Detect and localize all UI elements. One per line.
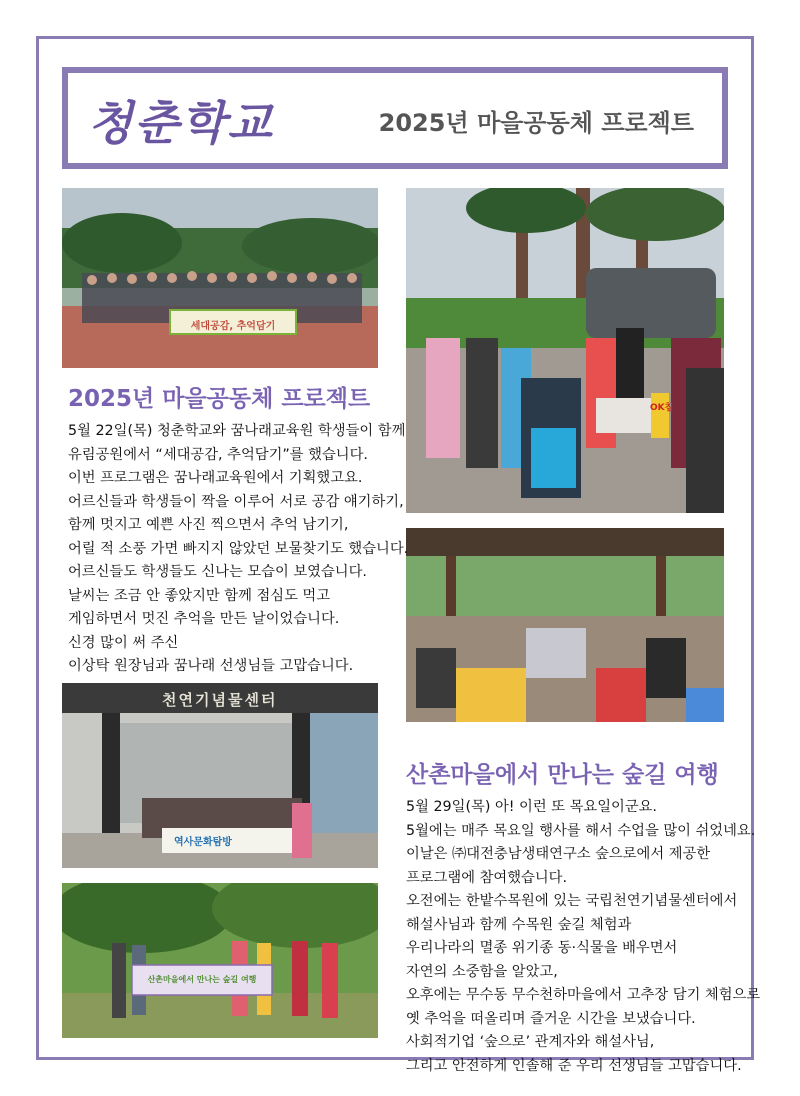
section1-line: 신경 많이 써 주신 [68,634,179,651]
section1-line: 어르신들과 학생들이 짝을 이루어 서로 공감 얘기하기, [68,493,404,510]
photo-park-group [62,188,378,368]
section2-line: 이날은 ㈜대전충남생태연구소 숲으로에서 제공한 [406,846,711,862]
section1-line: 5월 22일(목) 청춘학교와 꿈나래교육원 학생들이 함께 [68,423,406,439]
header-banner [62,67,728,169]
section1-line: 게임하면서 멋진 추억을 만든 날이었습니다. [68,611,340,627]
section1-line: 유림공원에서 “세대공감, 추억담기”를 했습니다. [68,446,368,463]
photo-heritage-center [62,683,378,868]
section1-body [68,420,408,679]
section2-line: 오후에는 무수동 무수천하마을에서 고추장 담기 체험으로 [406,987,761,1003]
history-banner-text: 역사문화탐방 [174,837,232,848]
photo-forest-group [62,883,378,1038]
section2-body [406,796,760,1078]
photo-pavilion-gathering [406,528,724,722]
header-title: 2025년 마을공동체 프로젝트 [378,109,694,137]
building-sign: 천연기념물센터 [162,691,278,709]
section2-line: 자연의 소중함을 알았고, [406,963,558,980]
section2-line: 5월에는 매주 목요일 행사를 해서 수업을 많이 쉬었네요. [406,822,756,839]
section2-line: 옛 추억을 떠올리며 즐거운 시간을 보냈습니다. [406,1010,696,1027]
forest-banner-text: 산촌마을에서 만나는 숲길 여행 [147,975,257,984]
group-banner-text: 세대공감, 추억담기 [190,321,276,332]
section2-title: 산촌마을에서 만나는 숲길 여행 [406,762,719,788]
section2-line: 우리나라의 멸종 위기종 동·식물을 배우면서 [406,940,678,956]
section2-line: 5월 29일(목) 아! 이런 또 목요일이군요. [406,799,657,815]
section2-line: 오전에는 한밭수목원에 있는 국립천연기념물센터에서 [406,893,738,909]
section2-line: 그리고 안전하게 인솔해 준 우리 선생님들 고맙습니다. [406,1057,742,1074]
section1-line: 어르신들도 학생들도 신나는 모습이 보였습니다. [68,564,367,580]
photo-outdoor-activity [406,188,724,513]
section1-line: 날씨는 조금 안 좋았지만 함께 점심도 먹고 [68,587,331,604]
section2-line: 프로그램에 참여했습니다. [406,869,568,886]
section1-line: 이번 프로그램은 꿈나래교육원에서 기획했고요. [68,470,363,486]
section1-title: 2025년 마을공동체 프로젝트 [68,386,371,412]
section2-line: 사회적기업 ‘숲으로’ 관계자와 해설사님, [406,1034,655,1050]
section1-line: 이상탁 원장님과 꿈나래 선생님들 고맙습니다. [68,658,354,674]
section1-line: 함께 멋지고 예쁜 사진 찍으면서 추억 남기기, [68,517,349,533]
snack-label: OK칩 [650,403,674,413]
school-logo: 청춘학교 [88,96,274,150]
section1-line: 어릴 적 소풍 가면 빠지지 않았던 보물찾기도 했습니다. [68,540,409,557]
section2-line: 해설사님과 함께 수목원 숲길 체험과 [406,916,632,933]
